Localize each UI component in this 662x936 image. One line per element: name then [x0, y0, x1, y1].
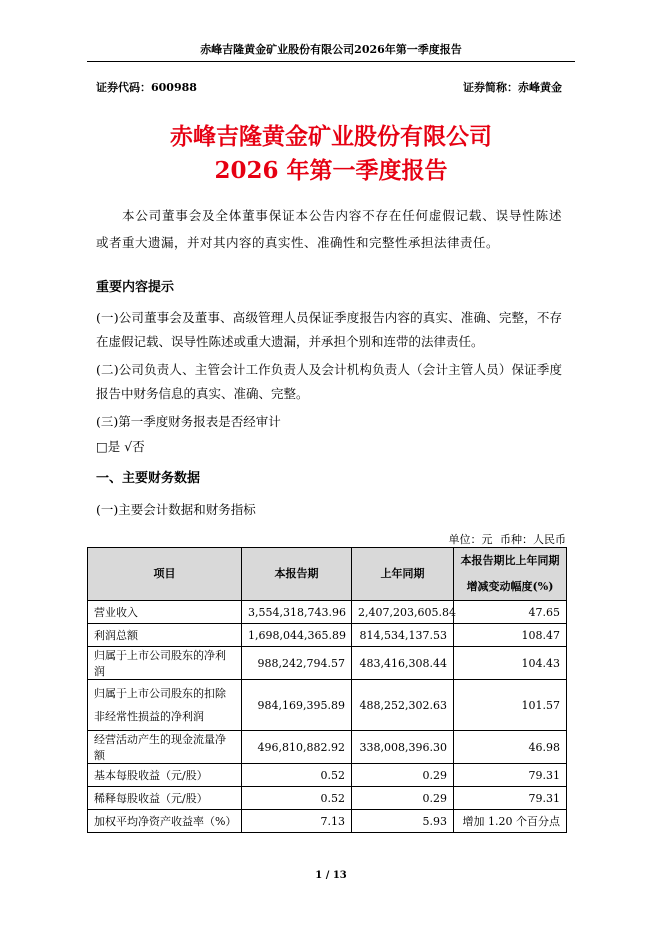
running-header: 赤峰吉隆黄金矿业股份有限公司2026年第一季度报告	[87, 41, 575, 62]
audit-checkbox-line: □是 √否	[96, 439, 145, 454]
column-header: 项目	[88, 548, 242, 601]
notice-paragraph-3: (三)第一季度财务报表是否经审计	[96, 414, 281, 429]
notice-paragraph-2: (二)公司负责人、主管会计工作负责人及会计机构负责人（会计主管人员）保证季度报告中财务信息的真实、准确、完整。	[96, 362, 562, 401]
row-label: 稀释每股收益（元/股）	[88, 787, 242, 810]
column-header: 上年同期	[352, 548, 454, 601]
table-row	[88, 787, 567, 810]
unit-currency-note: 单位：元 币种：人民币	[448, 533, 566, 546]
prior-period-value: 0.29	[352, 764, 454, 787]
section-main-financial-data: 一、主要财务数据	[96, 471, 201, 486]
table-row	[88, 764, 567, 787]
prior-period-value: 483,416,308.44	[352, 647, 454, 680]
row-label: 营业收入	[88, 601, 242, 624]
row-label: 经营活动产生的现金流量净额	[88, 731, 242, 764]
table-row	[88, 810, 567, 833]
row-label: 加权平均净资产收益率（%）	[88, 810, 242, 833]
current-period-value: 3,554,318,743.96	[242, 601, 352, 624]
table-row	[88, 680, 567, 731]
security-code: 证券代码：600988	[96, 81, 197, 94]
row-label: 利润总额	[88, 624, 242, 647]
prior-period-value: 5.93	[352, 810, 454, 833]
current-period-value: 0.52	[242, 764, 352, 787]
change-percent: 79.31	[454, 764, 567, 787]
prior-period-value: 488,252,302.63	[352, 680, 454, 731]
current-period-value: 988,242,794.57	[242, 647, 352, 680]
subsection-accounting-data: (一)主要会计数据和财务指标	[96, 502, 256, 517]
security-short-name: 证券简称：赤峰黄金	[463, 81, 562, 94]
current-period-value: 496,810,882.92	[242, 731, 352, 764]
current-period-value: 984,169,395.89	[242, 680, 352, 731]
table-header-row	[88, 548, 567, 601]
board-statement: 本公司董事会及全体董事保证本公告内容不存在任何虚假记载、误导性陈述或者重大遗漏，并对其内容的真实性、准确性和完整性承担法律责任。	[96, 208, 562, 250]
important-notice-heading: 重要内容提示	[96, 280, 175, 295]
table-row	[88, 731, 567, 764]
row-label: 归属于上市公司股东的扣除非经常性损益的净利润	[88, 680, 242, 731]
company-title: 赤峰吉隆黄金矿业股份有限公司	[170, 123, 492, 150]
current-period-value: 1,698,044,365.89	[242, 624, 352, 647]
current-period-value: 7.13	[242, 810, 352, 833]
financial-data-table	[87, 547, 567, 833]
change-percent: 104.43	[454, 647, 567, 680]
change-percent: 108.47	[454, 624, 567, 647]
security-info	[96, 79, 562, 95]
page-number: 1 / 13	[315, 870, 347, 881]
current-period-value: 0.52	[242, 787, 352, 810]
prior-period-value: 2,407,203,605.84	[352, 601, 454, 624]
change-percent: 46.98	[454, 731, 567, 764]
prior-period-value: 0.29	[352, 787, 454, 810]
report-title: 2026 年第一季度报告	[214, 157, 448, 184]
notice-paragraph-1: (一)公司董事会及董事、高级管理人员保证季度报告内容的真实、准确、完整，不存在虚假记载、误导性陈述或重大遗漏，并承担个别和连带的法律责任。	[96, 310, 562, 349]
column-header: 本报告期	[242, 548, 352, 601]
change-percent: 79.31	[454, 787, 567, 810]
row-label: 归属于上市公司股东的净利润	[88, 647, 242, 680]
table-row	[88, 601, 567, 624]
table-row	[88, 647, 567, 680]
change-percent: 47.65	[454, 601, 567, 624]
prior-period-value: 814,534,137.53	[352, 624, 454, 647]
table-row	[88, 624, 567, 647]
prior-period-value: 338,008,396.30	[352, 731, 454, 764]
change-percent: 增加 1.20 个百分点	[454, 810, 567, 833]
column-header: 本报告期比上年同期增减变动幅度(%)	[454, 548, 567, 601]
change-percent: 101.57	[454, 680, 567, 731]
row-label: 基本每股收益（元/股）	[88, 764, 242, 787]
